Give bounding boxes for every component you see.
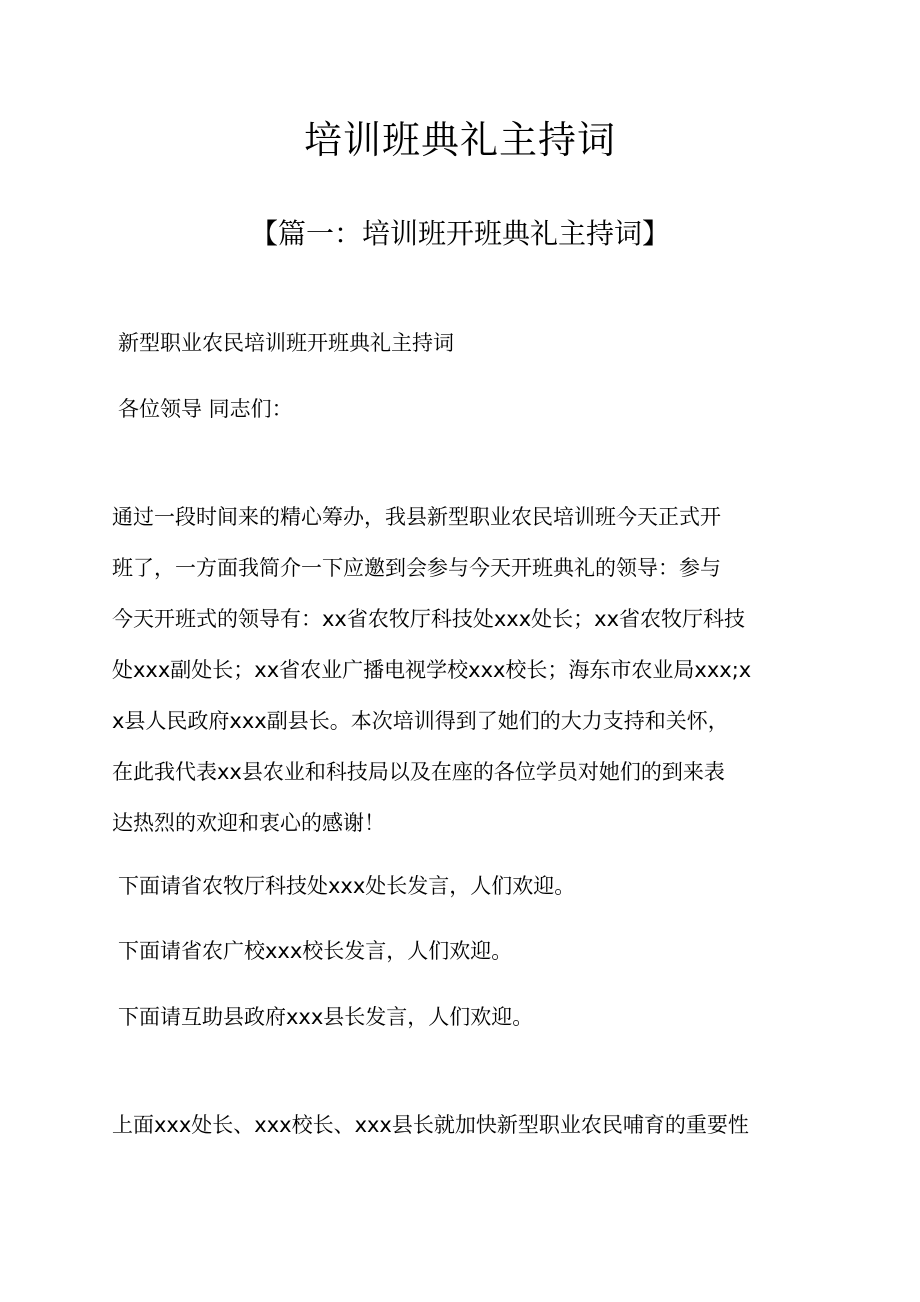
subtitle: 新型职业农民培训班开班典礼主持词	[118, 331, 454, 355]
paragraph-line: x县人民政府xxx副县长。本次培训得到了她们的大力支持和关怀，	[112, 709, 729, 733]
section-heading: 【篇一：培训班开班典礼主持词】	[249, 217, 670, 250]
speaker-line-3: 下面请互助县政府xxx县长发言，人们欢迎。	[118, 1005, 534, 1029]
paragraph-line: 在此我代表xx县农业和科技局以及在座的各位学员对她们的到来表	[112, 760, 725, 784]
salutation: 各位领导 同志们：	[118, 397, 293, 421]
paragraph-line: 处xxx副处长；xx省农业广播电视学校xxx校长；海东市农业局xxx;x	[112, 658, 752, 682]
paragraph-line: 达热烈的欢迎和衷心的感谢！	[112, 811, 385, 835]
closing-line: 上面xxx处长、xxx校长、xxx县长就加快新型职业农民哺育的重要性	[112, 1113, 749, 1137]
speaker-line-2: 下面请省农广校xxx校长发言，人们欢迎。	[118, 939, 513, 963]
paragraph-line: 今天开班式的领导有：xx省农牧厅科技处xxx处长；xx省农牧厅科技	[112, 607, 745, 631]
paragraph-line: 通过一段时间来的精心筹办，我县新型职业农民培训班今天正式开	[112, 505, 721, 529]
speaker-line-1: 下面请省农牧厅科技处xxx处长发言，人们欢迎。	[118, 874, 576, 898]
paragraph-line: 班了，一方面我简介一下应邀到会参与今天开班典礼的领导：参与	[112, 556, 721, 580]
paragraph-opening	[112, 492, 812, 849]
document-title: 培训班典礼主持词	[303, 118, 616, 162]
